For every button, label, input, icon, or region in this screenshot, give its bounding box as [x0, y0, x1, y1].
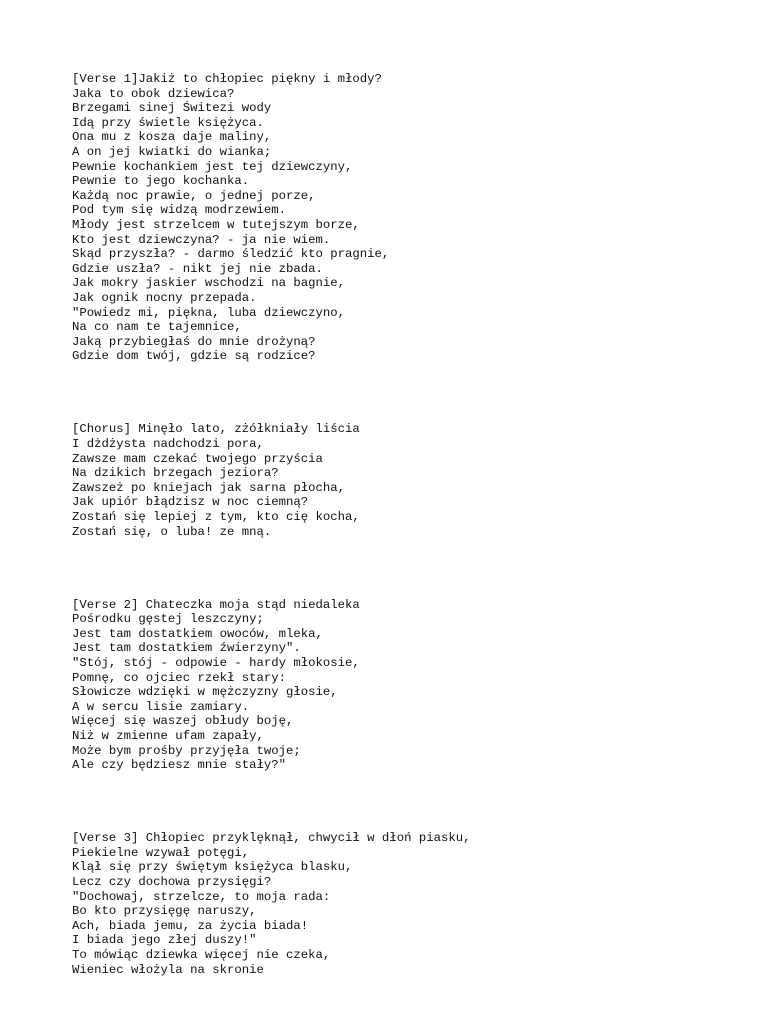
section-verse-1 — [72, 72, 752, 364]
lyric-line: Zawszeż po kniejach jak sarna płocha, — [72, 480, 346, 495]
lyric-line: Piekielne wzywał potęgi, — [72, 845, 250, 860]
lyric-line: [Verse 2] Chateczka moja stąd niedaleka — [72, 597, 360, 612]
lyric-line: Jak upiór błądzisz w noc ciemną? — [72, 495, 309, 510]
lyric-line: Brzegami sinej Świtezi wody — [72, 101, 272, 116]
lyric-line: Wieniec włożyla na skronie — [72, 962, 264, 977]
lyric-line: Ach, biada jemu, za życia biada! — [72, 918, 309, 933]
lyric-line: Ona mu z kosza daje maliny, — [72, 130, 272, 145]
section-spacer — [72, 364, 752, 423]
lyric-line: Jak mokry jaskier wschodzi na bagnie, — [72, 276, 346, 291]
lyric-line: Niż w zmienne ufam zapały, — [72, 728, 264, 743]
lyric-line: Pewnie kochankiem jest tej dziewczyny, — [72, 159, 353, 174]
lyric-line: Idą przy świetle księżyca. — [72, 115, 264, 130]
section-spacer — [72, 773, 752, 832]
lyric-line: Skąd przyszła? - darmo śledzić kto pragnie, — [72, 247, 390, 262]
lyric-line: Jaka to obok dziewica? — [72, 86, 235, 101]
lyric-line: Bo kto przysięgę naruszy, — [72, 904, 257, 919]
lyrics-document — [72, 72, 752, 977]
section-verse-2 — [72, 598, 752, 773]
lyric-line: Jest tam dostatkiem owoców, mleka, — [72, 626, 323, 641]
lyric-line: Jaką przybiegłaś do mnie drożyną? — [72, 334, 316, 349]
lyric-line: [Chorus] Minęło lato, zżółkniały liścia — [72, 422, 360, 437]
lyric-line: Może bym prośby przyjęła twoje; — [72, 743, 301, 758]
lyric-line: A w sercu lisie zamiary. — [72, 699, 250, 714]
lyric-line: Lecz czy dochowa przysięgi? — [72, 875, 272, 890]
section-spacer — [72, 539, 752, 598]
lyric-line: "Dochowaj, strzelcze, to moja rada: — [72, 889, 331, 904]
lyric-line: Zostań się, o luba! ze mną. — [72, 524, 272, 539]
lyric-line: To mówiąc dziewka więcej nie czeka, — [72, 948, 331, 962]
section-chorus — [72, 422, 752, 539]
lyric-line: Zawsze mam czekać twojego przyścia — [72, 451, 323, 466]
lyric-line: Pewnie to jego kochanka. — [72, 174, 250, 189]
lyric-line: Pomnę, co ojciec rzekł stary: — [72, 670, 287, 685]
lyric-line: Ale czy będziesz mnie stały?" — [72, 758, 287, 773]
section-verse-3 — [72, 831, 752, 977]
lyric-line: Na dzikich brzegach jeziora? — [72, 466, 279, 481]
lyric-line: [Verse 3] Chłopiec przyklęknął, chwycił w dłoń piasku, — [72, 831, 471, 846]
lyric-line: Każdą noc prawie, o jednej porze, — [72, 188, 316, 203]
lyric-line: Młody jest strzelcem w tutejszym borze, — [72, 217, 360, 232]
lyric-line: Gdzie dom twój, gdzie są rodzice? — [72, 349, 316, 364]
lyric-line: Na co nam te tajemnice, — [72, 320, 242, 335]
lyric-line: Klął się przy świętym księżyca blasku, — [72, 860, 353, 875]
lyric-line: Jest tam dostatkiem źwierzyny". — [72, 641, 301, 656]
lyric-line: Pod tym się widzą modrzewiem. — [72, 203, 287, 218]
lyric-line: Więcej się waszej obłudy boję, — [72, 714, 294, 729]
lyric-line: Kto jest dziewczyna? - ja nie wiem. — [72, 232, 331, 247]
lyric-line: Pośrodku gęstej leszczyny; — [72, 612, 264, 627]
lyric-line: "Stój, stój - odpowie - hardy młokosie, — [72, 656, 360, 670]
lyric-line: Słowicze wdzięki w mężczyzny głosie, — [72, 685, 338, 700]
lyric-line: Zostań się lepiej z tym, kto cię kocha, — [72, 509, 360, 524]
lyric-line: [Verse 1]Jakiż to chłopiec piękny i młody? — [72, 72, 382, 86]
lyric-line: I dżdżysta nadchodzi pora, — [72, 436, 264, 451]
lyric-line: Gdzie uszła? - nikt jej nie zbada. — [72, 261, 323, 276]
lyric-line: Jak ognik nocny przepada. — [72, 290, 257, 305]
lyric-line: A on jej kwiatki do wianka; — [72, 144, 272, 159]
lyric-line: "Powiedz mi, piękna, luba dziewczyno, — [72, 305, 346, 320]
lyric-line: I biada jego złej duszy!" — [72, 933, 257, 948]
